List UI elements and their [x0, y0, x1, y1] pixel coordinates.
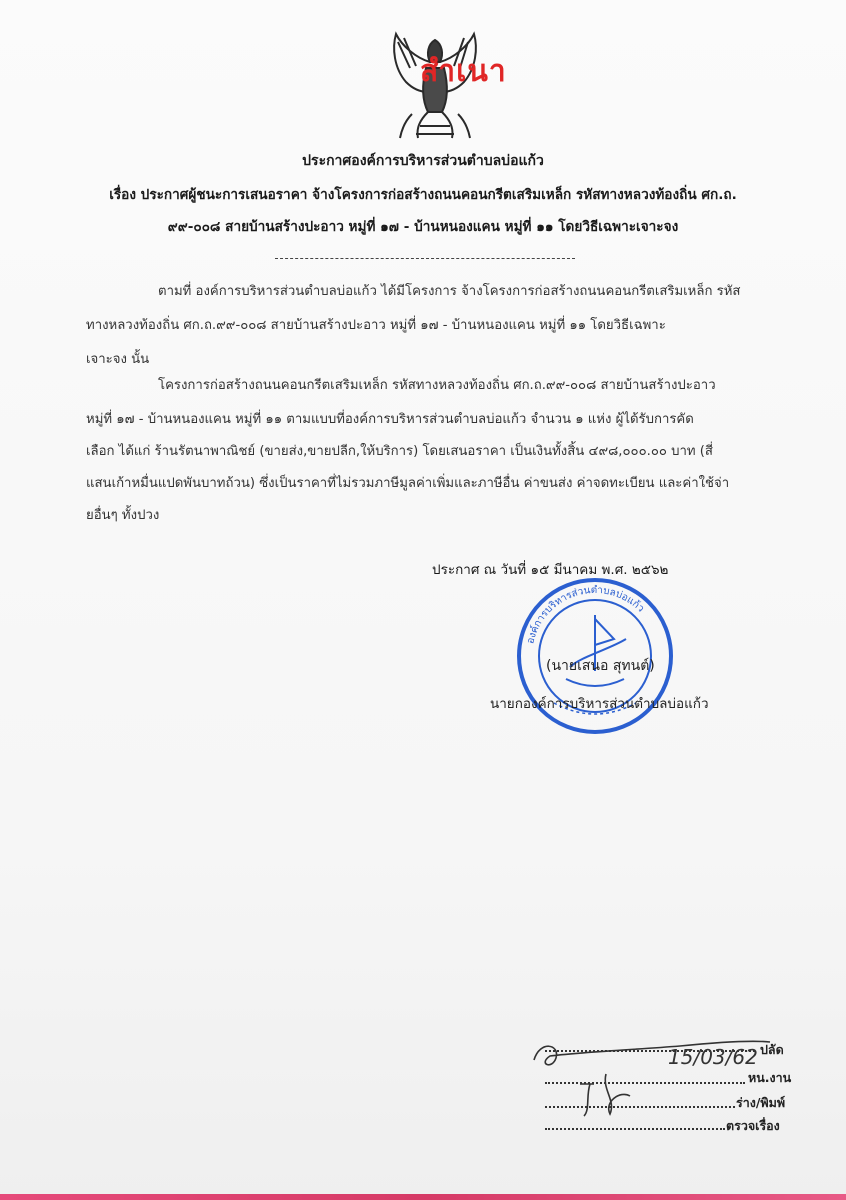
para2-line-5: ยอื่นๆ ทั้งปวง [86, 508, 160, 523]
handwritten-date: 15/03/62 [668, 1045, 758, 1069]
para2-line-1: โครงการก่อสร้างถนนคอนกรีตเสริมเหล็ก รหัสทางหลวงท้องถิ่น ศก.ถ.๙๙-๐๐๘ สายบ้านสร้างปะอาว [158, 378, 716, 393]
divider [275, 258, 575, 259]
para1-line-3: เจาะจง นั้น [86, 352, 150, 367]
signatory-name: (นายเสนอ สุทนต์) [546, 658, 655, 674]
seal-text: องค์การบริหารส่วนตำบลบ่อแก้ว [525, 584, 647, 645]
signatory-title: นายกองค์การบริหารส่วนตำบลบ่อแก้ว [490, 696, 709, 712]
subject-line-1: เรื่อง ประกาศผู้ชนะการเสนอราคา จ้างโครงการก่อสร้างถนนคอนกรีตเสริมเหล็ก รหัสทางหลวงท้องถิ่น ศก.ถ. [109, 187, 737, 203]
initials-row-section-head: หน.งาน [748, 1070, 792, 1085]
subject-line-2: ๙๙-๐๐๘ สายบ้านสร้างปะอาว หมู่ที่ ๑๗ - บ้านหนองแคน หมู่ที่ ๑๑ โดยวิธีเฉพาะเจาะจง [167, 219, 679, 235]
para1-line-1: ตามที่ องค์การบริหารส่วนตำบลบ่อแก้ว ได้มีโครงการ จ้างโครงการก่อสร้างถนนคอนกรีตเสริมเหล็ก รหัส [158, 284, 741, 299]
handwritten-initials-icon [520, 1030, 780, 1130]
para2-line-2: หมู่ที่ ๑๗ - บ้านหนองแคน หมู่ที่ ๑๑ ตามแบบที่องค์การบริหารส่วนตำบลบ่อแก้ว จำนวน ๑ แห่ง ผู้ได้รับการคัด [86, 412, 694, 427]
copy-stamp: สำเนา [420, 54, 507, 89]
initials-row-checker: ตรวจเรื่อง [726, 1118, 780, 1133]
dotted-line-4 [545, 1128, 725, 1130]
dotted-line-3 [545, 1106, 735, 1108]
dotted-line-1 [545, 1050, 755, 1052]
para1-line-2: ทางหลวงท้องถิ่น ศก.ถ.๙๙-๐๐๘ สายบ้านสร้างปะอาว หมู่ที่ ๑๗ - บ้านหนองแคน หมู่ที่ ๑๑ โดยวิธีเฉพาะ [86, 318, 666, 333]
dotted-line-2 [545, 1082, 745, 1084]
bottom-edge [0, 1194, 846, 1200]
para2-line-3: เลือก ได้แก่ ร้านรัตนาพาณิชย์ (ขายส่ง,ขายปลีก,ให้บริการ) โดยเสนอราคา เป็นเงินทั้งสิ้น ๔๙๘,๐๐๐.๐๐ บาท (สี่ [86, 444, 713, 459]
announcement-date: ประกาศ ณ วันที่ ๑๕ มีนาคม พ.ศ. ๒๕๖๒ [432, 562, 669, 578]
announcement-title: ประกาศองค์การบริหารส่วนตำบลบ่อแก้ว [302, 153, 544, 169]
para2-line-4: แสนเก้าหมื่นแปดพันบาทถ้วน) ซึ่งเป็นราคาที่ไม่รวมภาษีมูลค่าเพิ่มและภาษีอื่น ค่าขนส่ง ค่าจดทะเบียน และค่าใช้จ่า [86, 476, 730, 491]
initials-row-drafter: ร่าง/พิมพ์ [736, 1095, 786, 1110]
initials-row-deputy: ปลัด [760, 1042, 784, 1057]
